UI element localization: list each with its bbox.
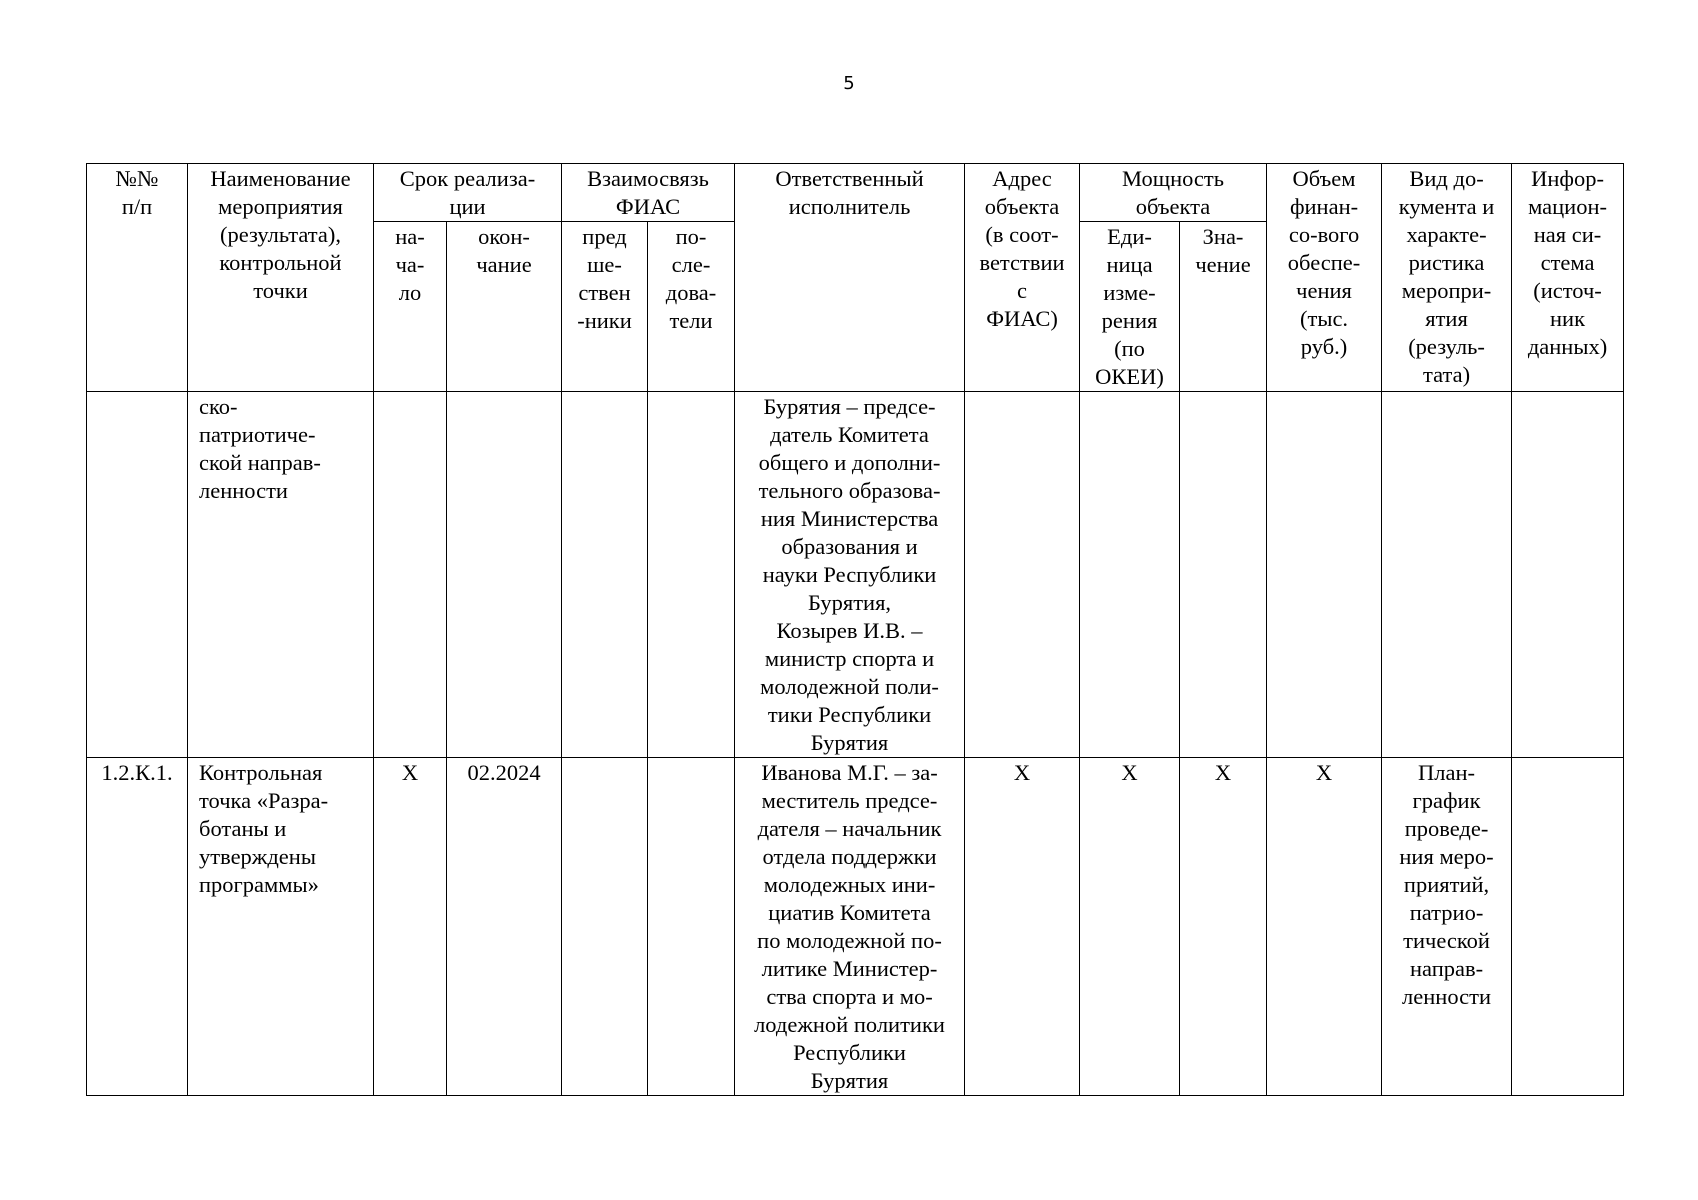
header-finance: Объем финан- со-вого обеспе- чения (тыс. руб.): [1267, 164, 1382, 392]
cell-start: Х: [374, 758, 447, 1096]
cell-info-system: [1512, 392, 1624, 758]
cell-name: Контрольная точка «Разра- ботаны и утверждены программы»: [188, 758, 374, 1096]
cell-value: Х: [1180, 758, 1267, 1096]
cell-responsible: Иванова М.Г. – за- меститель предсе- дателя – начальник отдела поддержки молодежных ини- циатив Комитета по молодежной по- литике Министер- ства спорта и мо- лодежной политики Республики Бурятия: [735, 758, 965, 1096]
cell-unit: [1080, 392, 1180, 758]
cell-next: [648, 758, 735, 1096]
cell-start: [374, 392, 447, 758]
cell-info-system: [1512, 758, 1624, 1096]
page-number: 5: [843, 73, 855, 94]
cell-unit: Х: [1080, 758, 1180, 1096]
header-link: Взаимосвязь ФИАС: [562, 164, 735, 222]
cell-end: [447, 392, 562, 758]
event-plan-table: [86, 163, 1624, 1096]
header-address: Адрес объекта (в соот- ветствии с ФИАС): [965, 164, 1080, 392]
table-row: [87, 758, 1624, 1096]
header-capacity-value: Зна- чение: [1180, 222, 1267, 392]
header-term-start: на- ча- ло: [374, 222, 447, 392]
cell-pred: [562, 392, 648, 758]
cell-finance: Х: [1267, 758, 1382, 1096]
header-doc-type: Вид до- кумента и характе- ристика меропри- ятия (резуль- тата): [1382, 164, 1512, 392]
header-link-next: по- сле- дова- тели: [648, 222, 735, 392]
cell-num: 1.2.К.1.: [87, 758, 188, 1096]
header-info-system: Инфор- мацион- ная си- стема (источ- ник данных): [1512, 164, 1624, 392]
header-responsible: Ответственный исполнитель: [735, 164, 965, 392]
cell-address: [965, 392, 1080, 758]
cell-doc-type: План- график проведе- ния меро- приятий, патрио- тической направ- ленности: [1382, 758, 1512, 1096]
cell-address: Х: [965, 758, 1080, 1096]
header-link-pred: пред ше- ствен -ники: [562, 222, 648, 392]
cell-end: 02.2024: [447, 758, 562, 1096]
cell-value: [1180, 392, 1267, 758]
header-capacity: Мощность объекта: [1080, 164, 1267, 222]
header-term-end: окон- чание: [447, 222, 562, 392]
header-row-top: [87, 164, 1624, 222]
header-capacity-unit: Еди- ница изме- рения (по ОКЕИ): [1080, 222, 1180, 392]
cell-finance: [1267, 392, 1382, 758]
cell-num: [87, 392, 188, 758]
table-row: [87, 392, 1624, 758]
header-name: Наименование мероприятия (результата), контрольной точки: [188, 164, 374, 392]
header-num: №№ п/п: [87, 164, 188, 392]
cell-responsible: Бурятия – предсе- датель Комитета общего и дополни- тельного образова- ния Министерства образования и науки Республики Бурятия, Козырев И.В. – министр спорта и молодежной поли- тики Республики Бурятия: [735, 392, 965, 758]
cell-next: [648, 392, 735, 758]
header-term: Срок реализа- ции: [374, 164, 562, 222]
cell-pred: [562, 758, 648, 1096]
cell-name: ско- патриотиче- ской направ- ленности: [188, 392, 374, 758]
cell-doc-type: [1382, 392, 1512, 758]
